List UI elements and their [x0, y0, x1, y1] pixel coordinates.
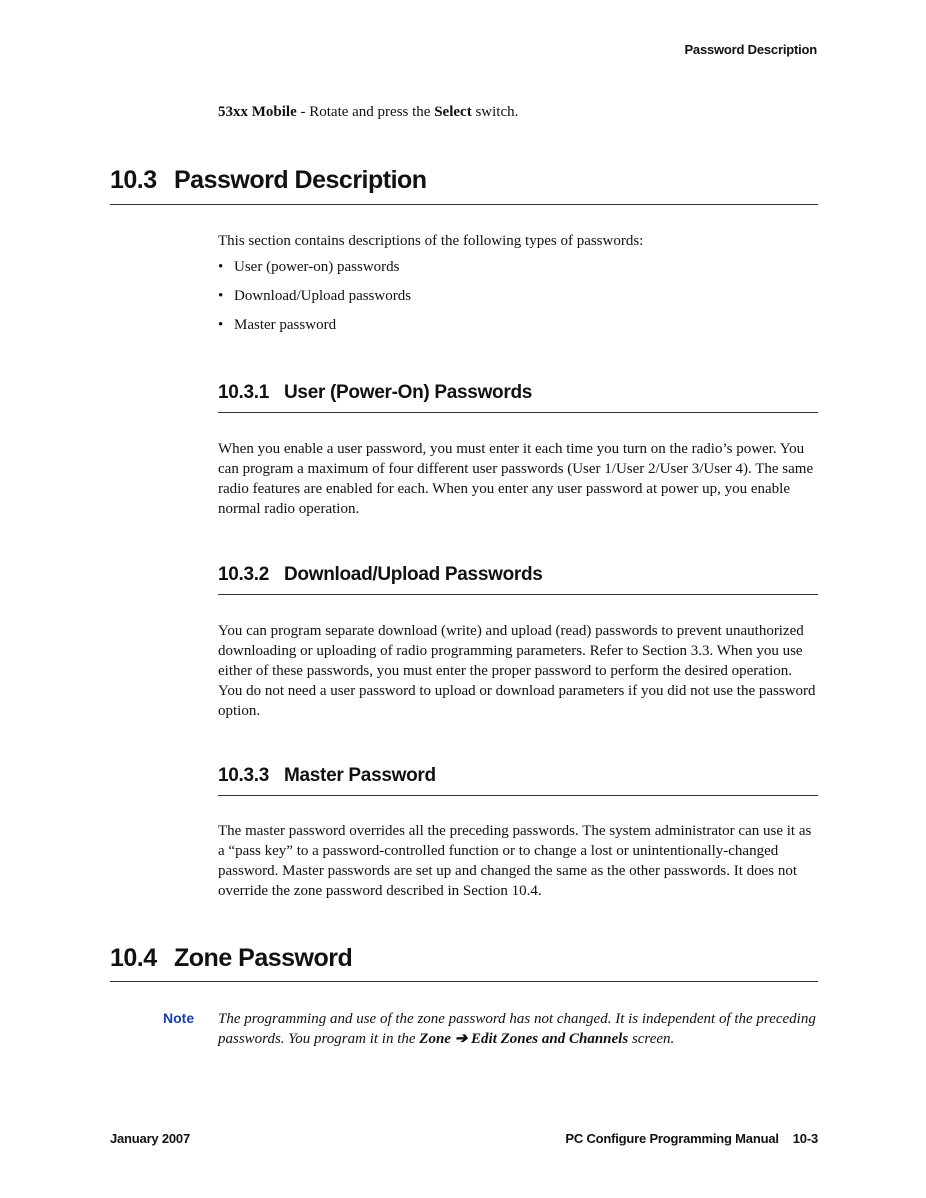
footer-right: [565, 1131, 818, 1146]
subsection-10-3-3-rule: [218, 795, 818, 796]
list-item-text: Master password: [234, 317, 337, 333]
section-10-4-number: 10.4: [110, 944, 157, 972]
subsection-10-3-1-number: 10.3.1: [218, 382, 270, 403]
subsection-10-3-2-heading: [218, 564, 543, 586]
subsection-10-3-1-rule: [218, 412, 818, 413]
section-10-4-heading: [110, 944, 352, 973]
list-item-text: Download/Upload passwords: [234, 288, 412, 304]
section-10-4-rule: [110, 981, 818, 982]
subsection-10-3-1-body: When you enable a user password, you must enter it each time you turn on the radio’s power. You can program a maximum of four different user passwords (User 1/User 2/User 3/User 4). The same radio features are enabled for each. When you enter any user password at power up, you enable normal radio operation.: [218, 441, 814, 517]
subsection-10-3-3-heading: [218, 765, 436, 787]
section-10-3-rule: [110, 204, 818, 205]
list-item: [218, 259, 411, 288]
subsection-10-3-1-title: User (Power-On) Passwords: [284, 382, 533, 403]
subsection-10-3-2-number: 10.3.2: [218, 564, 270, 585]
subsection-10-3-2-title: Download/Upload Passwords: [284, 564, 543, 585]
subsection-10-3-3-body: The master password overrides all the preceding passwords. The system administrator can use it as a “pass key” to a password-controlled function or to change a lost or unintentionally-changed password. Master passwords are set up and changed the same as the other passwords. It does not override the zone password described in Section 10.4.: [218, 823, 812, 899]
section-10-4-title: Zone Password: [174, 944, 353, 972]
subsection-10-3-2-body: You can program separate download (write) and upload (read) passwords to prevent unauthorized downloading or uploading of radio programming parameters. Refer to Section 3.3. When you use either of these passwords, you must enter the proper password to perform the desired operation. You do not need a user password to upload or download parameters if you did not use the password option.: [218, 623, 816, 719]
note-label: Note: [163, 1010, 195, 1026]
arrow-icon: ➔: [454, 1031, 468, 1047]
intro-dash-text: - Rotate and press the: [296, 104, 435, 120]
section-10-3-title: Password Description: [174, 166, 427, 194]
intro-switch-text: switch.: [471, 104, 519, 120]
note-text-part-1: The programming and use of the zone password has not changed. It is independent of the preceding passwords. You program it in the: [218, 1011, 816, 1047]
subsection-10-3-1-heading: [218, 382, 532, 404]
running-header: Password Description: [684, 42, 817, 57]
list-item-text: User (power-on) passwords: [234, 259, 400, 275]
subsection-10-3-3-title: Master Password: [284, 765, 436, 786]
note-text: [218, 1009, 818, 1049]
intro-select: Select: [434, 104, 472, 120]
password-types-list: [218, 259, 411, 346]
section-10-3-lead: This section contains descriptions of the following types of passwords:: [218, 233, 644, 249]
footer-manual-title: PC Configure Programming Manual: [565, 1131, 779, 1146]
footer-date: January 2007: [110, 1131, 190, 1146]
footer-page-number: 10-3: [792, 1131, 818, 1146]
note-edit-zones: Edit Zones and Channels: [471, 1031, 629, 1047]
bullet-glyph: •: [218, 317, 224, 333]
section-10-3-number: 10.3: [110, 166, 157, 194]
list-item: [218, 317, 411, 346]
intro-model: 53xx Mobile: [218, 104, 297, 120]
subsection-10-3-2-rule: [218, 594, 818, 595]
bullet-glyph: •: [218, 259, 224, 275]
bullet-glyph: •: [218, 288, 224, 304]
note-zone: Zone: [419, 1031, 451, 1047]
subsection-10-3-3-number: 10.3.3: [218, 765, 270, 786]
list-item: [218, 288, 411, 317]
intro-line: [218, 104, 518, 121]
note-text-part-2: screen.: [628, 1031, 675, 1047]
section-10-3-heading: [110, 166, 427, 195]
